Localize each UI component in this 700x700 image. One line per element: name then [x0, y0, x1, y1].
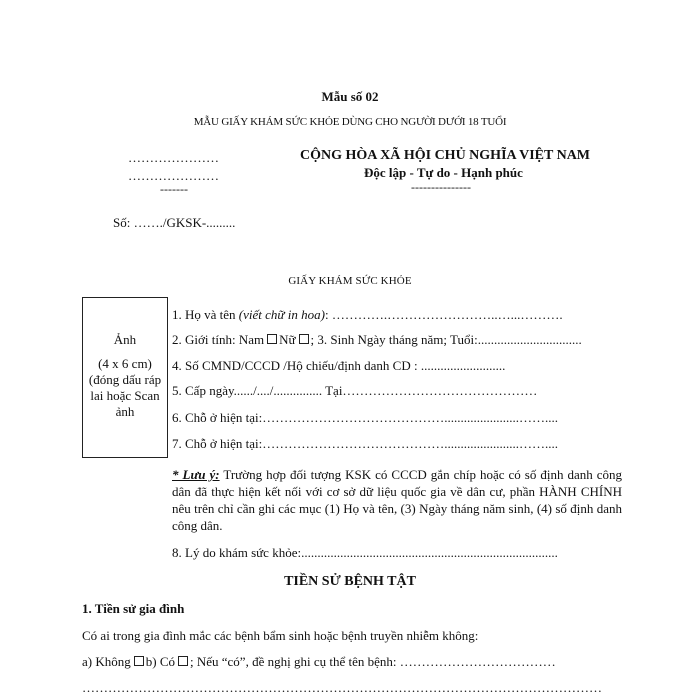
family-history-question: Có ai trong gia đình mắc các bệnh bẩm sinh hoặc bệnh truyền nhiễm không: [82, 628, 479, 643]
agency-rule: ------- [160, 182, 188, 196]
field-exam-reason: 8. Lý do khám sức khỏe:............................................................................... [172, 545, 558, 560]
field-full-name-blank: : ………….……………………..…...………. [324, 307, 563, 322]
answer-no-label: a) Không [82, 654, 131, 669]
male-checkbox[interactable] [267, 334, 277, 344]
answer-yes-checkbox[interactable] [178, 656, 188, 666]
field-full-name [172, 307, 563, 323]
note-text: Trường hợp đối tượng KSK có CCCD gắn chíp hoặc có số định danh công dân đã thực hiện kết nối với cơ sở dữ liệu quốc gia về dân cư, phần HÀNH CHÍNH nêu trên chỉ cần ghi các mục (1) Họ và tên, (3) Ngày tháng năm sinh, (4) số định danh công dân. [172, 467, 623, 533]
field-residence-1: 6. Chỗ ở hiện tại:…………………………………….......................…….... [172, 410, 559, 425]
female-label: Nữ [279, 332, 296, 347]
field-residence-2: 7. Chỗ ở hiện tại:…………………………………….......................…….... [172, 436, 559, 451]
answer-detail: ; Nếu “có”, đề nghị ghi cụ thể tên bệnh: ……………………………… [190, 654, 556, 669]
motto-rule: --------------- [411, 180, 471, 194]
answer-no-checkbox[interactable] [134, 656, 144, 666]
agency-line-2: ………………… [128, 168, 219, 183]
photo-note: (đóng dấu ráp lai hoặc Scan ảnh [88, 372, 162, 419]
national-title: CỘNG HÒA XÃ HỘI CHỦ NGHĨA VIỆT NAM [300, 148, 591, 163]
gender-label: 2. Giới tính: Nam [172, 332, 265, 347]
field-id-number: 4. Số CMND/CCCD /Hộ chiếu/định danh CD : .......................... [172, 358, 506, 373]
photo-size: (4 x 6 cm) [98, 356, 152, 371]
family-history-answer [82, 654, 556, 670]
note-paragraph [172, 466, 622, 534]
document-number: Số: ……./GKSK-......... [113, 215, 236, 230]
note-label: * Lưu ý: [172, 467, 220, 482]
family-history-heading: 1. Tiền sử gia đình [82, 601, 185, 616]
agency-line-1: ………………… [128, 150, 219, 165]
answer-yes-label: b) Có [145, 654, 175, 669]
photo-title: Ảnh [113, 332, 137, 347]
field-full-name-hint: (viết chữ in hoa) [238, 307, 325, 322]
form-number: Mẫu số 02 [321, 89, 379, 104]
birth-label: ; 3. Sinh Ngày tháng năm; Tuổi:................................ [310, 332, 582, 347]
answer-blank-line: ………………………………………………………………………………………………………… [82, 680, 602, 695]
national-motto: Độc lập - Tự do - Hạnh phúc [364, 165, 523, 180]
form-subtitle: MẪU GIẤY KHÁM SỨC KHỎE DÙNG CHO NGƯỜI DƯỚI 18 TUỔI [193, 116, 507, 128]
certificate-title: GIẤY KHÁM SỨC KHỎE [288, 275, 412, 287]
field-issue-date: 5. Cấp ngày....../..../............... Tại……………………………………… [172, 383, 538, 398]
history-title: TIỀN SỬ BỆNH TẬT [284, 574, 416, 589]
field-full-name-label: 1. Họ và tên [172, 307, 239, 322]
photo-placeholder [82, 297, 168, 458]
female-checkbox[interactable] [299, 334, 309, 344]
field-gender-birth [172, 332, 582, 348]
